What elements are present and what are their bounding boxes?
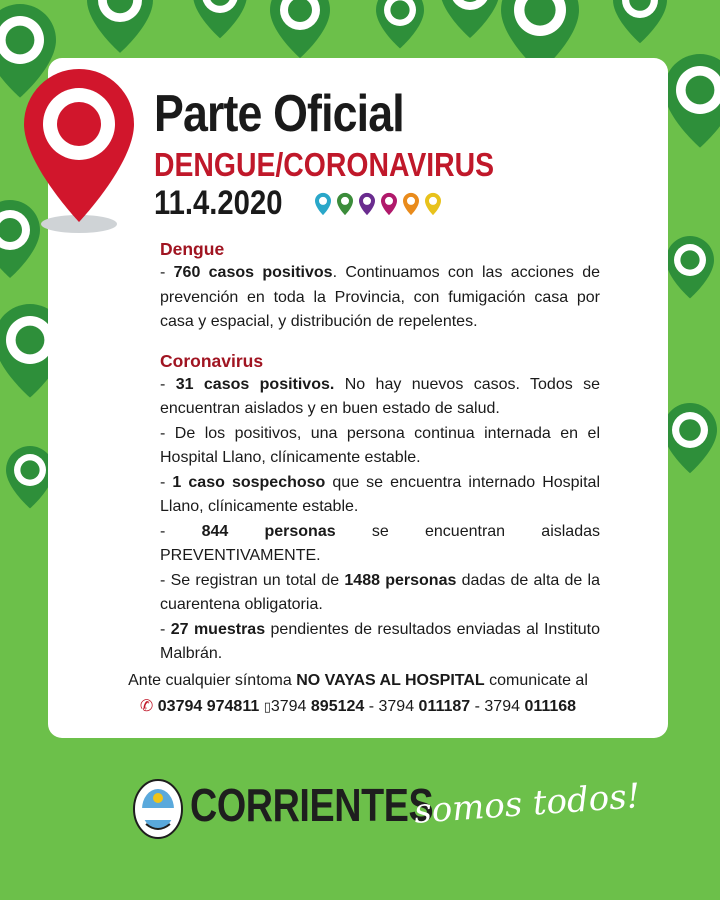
dengue-paragraph: - 760 casos positivos. Continuamos con las acciones de prevención en toda la Provincia, con fumigación casa por casa y espacial, y distribución de repelentes. <box>160 264 601 330</box>
contact-notice: Ante cualquier síntoma NO VAYAS AL HOSPITAL comunicate al <box>128 672 588 689</box>
dengue-heading: Dengue <box>160 239 225 259</box>
corona-item-suspect: - 1 caso sospechoso que se encuentra internado Hospital Llano, clínicamente estable. <box>160 473 600 515</box>
corona-item-positives: - 31 casos positivos. No hay nuevos casos. Todos se encuentran aislados y en buen estado de salud. <box>160 375 601 417</box>
corona-item-samples: - 27 muestras pendientes de resultados enviadas al Instituto Malbrán. <box>160 620 601 662</box>
page-subtitle: DENGUE/CORONAVIRUS <box>154 146 495 183</box>
phone-number-3[interactable]: 011187 <box>418 698 471 715</box>
mini-pin-icon <box>402 192 420 216</box>
mini-pin-icon <box>424 192 442 216</box>
mini-pin-icon <box>380 192 398 216</box>
report-body <box>160 237 600 667</box>
corona-item-discharged: - Se registran un total de 1488 personas dadas de alta de la cuarentena obligatoria. <box>160 571 601 613</box>
phone-number-1[interactable]: 03794 974811 <box>157 698 260 715</box>
coronavirus-heading: Coronavirus <box>160 350 264 371</box>
page-title: Parte Oficial <box>154 85 404 143</box>
colored-pins-row <box>314 192 442 216</box>
phone-number-4[interactable]: 011168 <box>524 698 577 715</box>
phone-icon: ✆ <box>139 698 154 715</box>
location-pin-icon <box>24 64 134 234</box>
corona-item-hospitalized: - De los positivos, una persona continua internada en el Hospital Llano, clínicamente estable. <box>160 424 600 466</box>
mini-pin-icon <box>336 192 354 216</box>
brand-tagline: somos todos! <box>412 776 642 832</box>
report-date: 11.4.2020 <box>154 184 283 222</box>
provincial-seal-icon <box>132 778 184 840</box>
phone-number-2[interactable]: 3794 895124 <box>270 698 365 715</box>
brand-name: CORRIENTES <box>190 779 434 831</box>
mini-pin-icon <box>314 192 332 216</box>
contact-phones: ✆ 03794 974811 ▯3794 895124 - 3794 011187 - 3794 011168 <box>139 698 577 715</box>
corona-item-isolated: - 844 personas se encuentran aisladas PREVENTIVAMENTE. <box>160 522 601 564</box>
mobile-icon: ▯ <box>263 699 271 714</box>
mini-pin-icon <box>358 192 376 216</box>
